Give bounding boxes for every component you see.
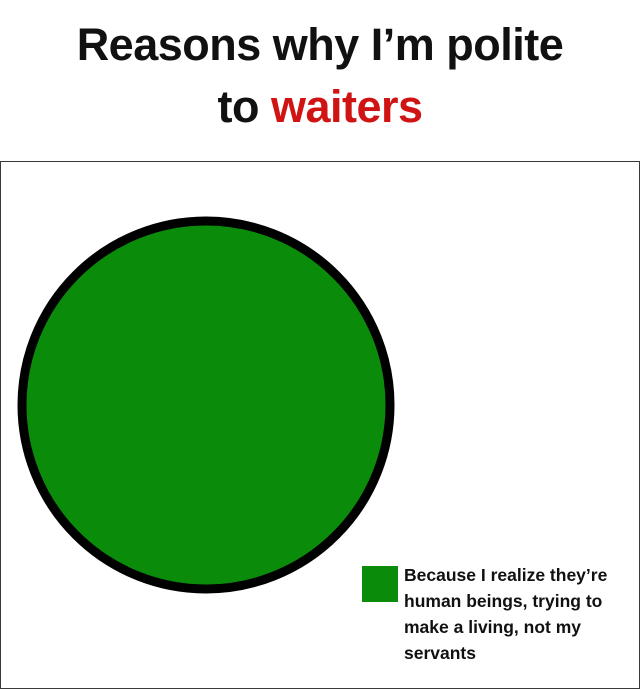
chart-title-line1: Reasons why I’m polite bbox=[76, 19, 564, 70]
legend-label: Because I realize they’re human beings, trying to make a living, not my servants bbox=[404, 565, 608, 663]
chart-title-accent-word: waiters bbox=[270, 81, 423, 132]
chart-title bbox=[0, 14, 640, 138]
legend-swatch bbox=[362, 566, 398, 602]
chart-title-line2-prefix: to bbox=[217, 81, 271, 132]
chart-title-line2 bbox=[0, 76, 640, 138]
pie-slice-0 bbox=[22, 221, 390, 589]
